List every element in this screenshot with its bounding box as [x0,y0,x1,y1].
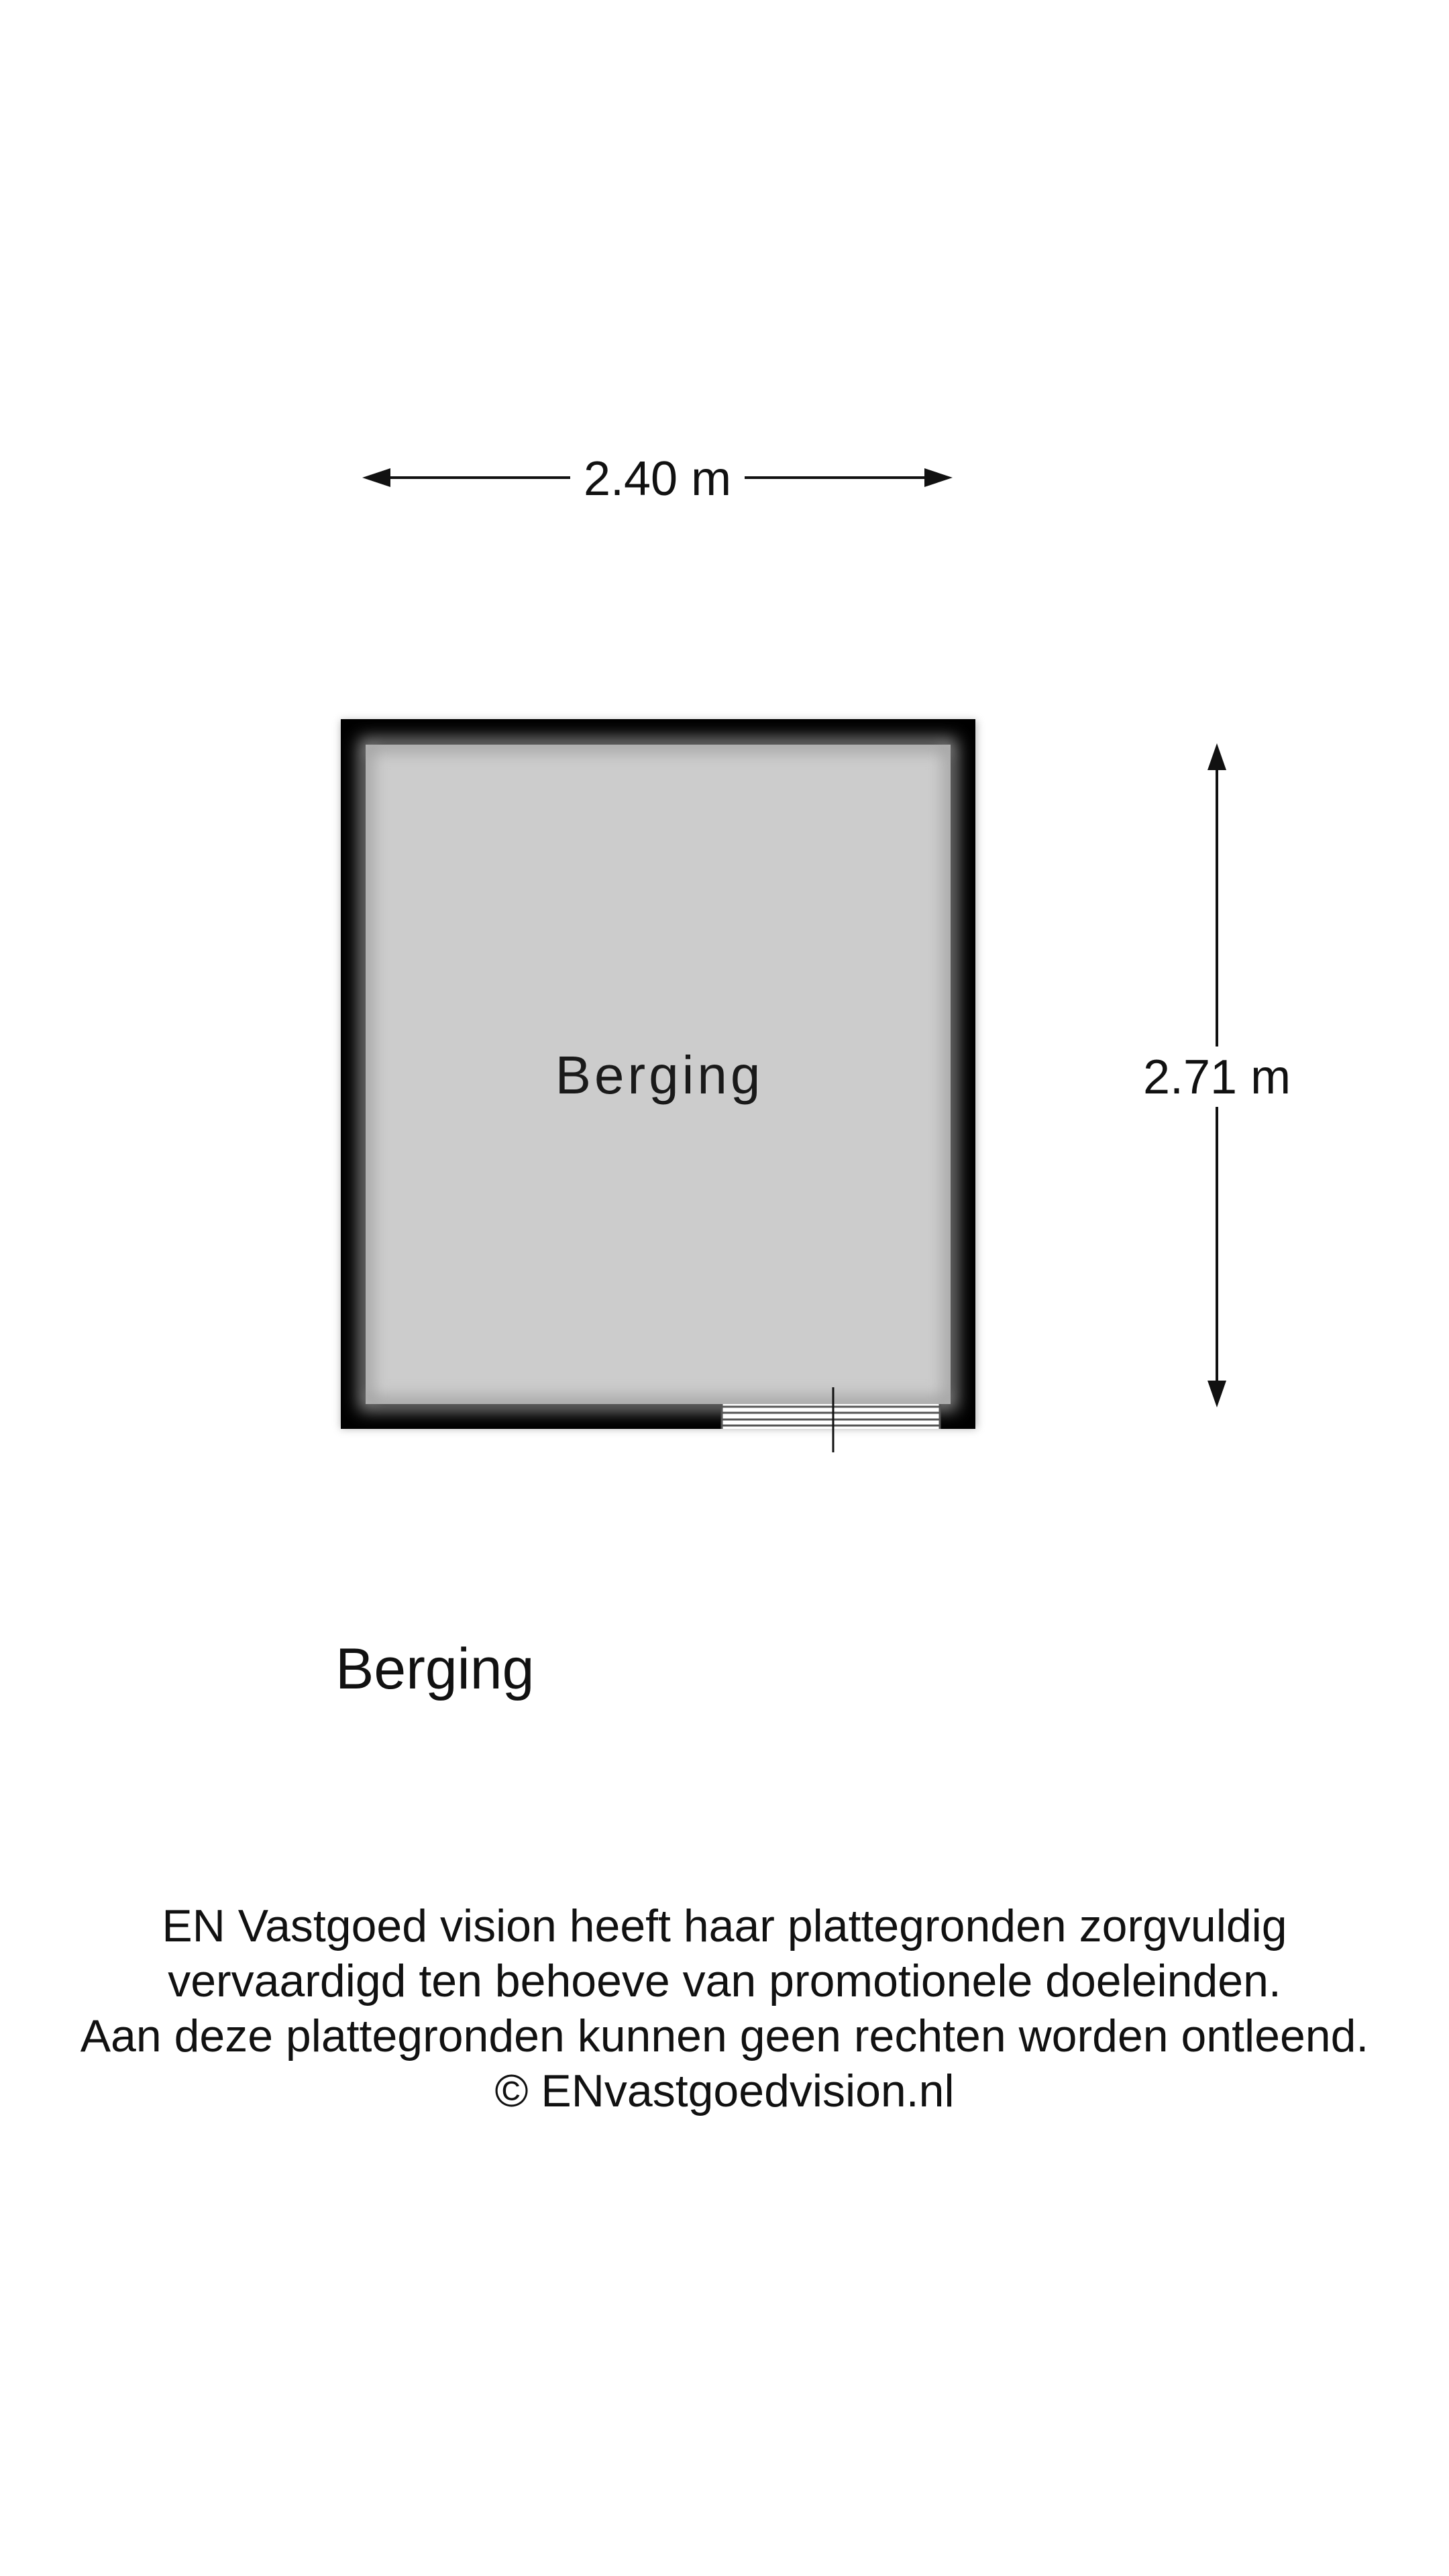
disclaimer [0,1898,1449,2118]
arrow-up-icon [1208,743,1226,770]
height-dimension-label: 2.71 m [1142,1051,1291,1104]
room-label: Berging [555,1045,764,1105]
arrow-left-icon [362,468,390,487]
arrow-right-icon [924,468,953,487]
floor-title: Berging [335,1637,535,1701]
room-berging [341,719,977,1452]
disclaimer-line: vervaardigd ten behoeve van promotionele doeleinden. [168,1955,1281,2006]
disclaimer-line: Aan deze plattegronden kunnen geen rechten worden ontleend. [80,2010,1369,2061]
copyright-line: © ENvastgoedvision.nl [494,2065,955,2116]
width-dimension-label: 2.40 m [583,452,732,506]
height-dimension [1143,743,1291,1407]
width-dimension [362,452,953,506]
arrow-down-icon [1208,1381,1226,1407]
disclaimer-line: EN Vastgoed vision heeft haar plattegronden zorgvuldig [162,1900,1287,1951]
